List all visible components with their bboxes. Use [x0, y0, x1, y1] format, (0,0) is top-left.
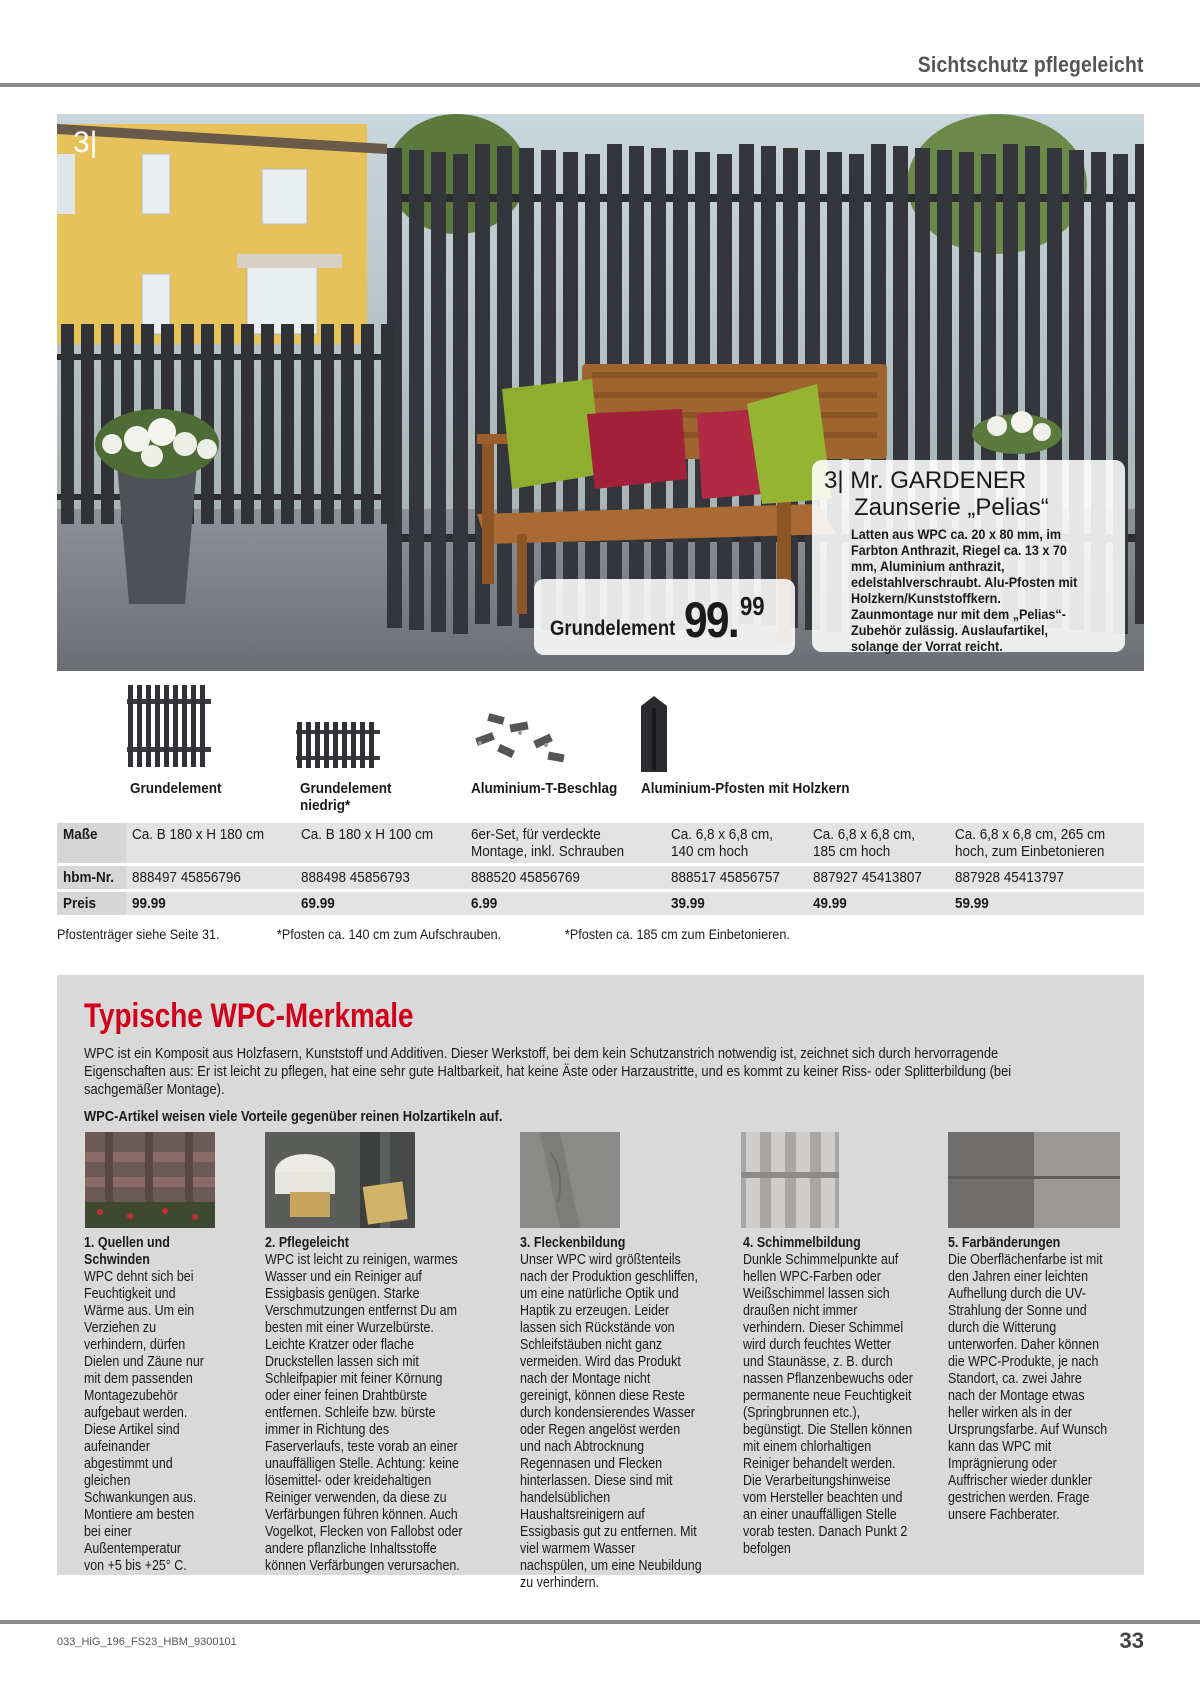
feature-image-cleaning	[265, 1132, 415, 1228]
header-divider	[0, 83, 1200, 87]
table-cell: Ca. 6,8 x 6,8 cm, 140 cm hoch	[665, 823, 807, 863]
table-cell: 887928 45413797	[949, 866, 1144, 889]
row-label: Preis	[57, 892, 126, 915]
product-description: Latten aus WPC ca. 20 x 80 mm, im Farbton Anthrazit, Riegel ca. 13 x 70 mm, Aluminium anthrazit, edelstahlverschraubt. Alu-Pfosten mit Holzkern/Kunststoffkern. Zaunmontage nur mit dem „Pelias“-Zubehör zulässig. Auslaufartikel, solange der Vorrat reicht.	[851, 526, 1078, 654]
wpc-intro: WPC ist ein Komposit aus Holzfasern, Kunststoff und Additiven. Dieser Werkstoff, bei dem kein Schutzanstrich notwendig ist, zeichnet sich durch hervorragende Eigenschaften aus: Er ist leicht zu pflegen, hat eine sehr gute Haltbarkeit, hat keine Äste oder Harzaustritte, und es kommt zu keiner Riss- oder Splitterbildung (bei sachgemäßer Montage).	[84, 1045, 1012, 1098]
feature-text: WPC ist leicht zu reinigen, warmes Wasser und ein Reiniger auf Essigbasis genügen. Starke Verschmutzungen entfernst Du am besten mit einer Wurzelbürste. Leichte Kratzer oder flache Druckstellen lassen sich mit Schleifpapier mit feiner Körnung oder einer feinen Drahtbürste entfernen. Schleife bzw. bürste immer in Richtung des Faserverlaufs, teste vorab an einer unauffälligen Stelle. Achtung: keine lösemittel- oder kreidehaltigen Reiniger verwenden, da diese zu Verfärbungen führen können. Auch Vogelkot, Flecken von Fallobst oder andere pflanzliche Inhaltsstoffe können Verfärbungen verursachen.	[265, 1252, 463, 1574]
table-cell: 888498 45856793	[295, 866, 465, 889]
feature-easy-care	[265, 1235, 503, 1575]
feature-text: WPC dehnt sich bei Feuchtigkeit und Wärme aus. Um ein Verziehen zu verhindern, dürfen Dielen und Zäune nur mit dem passenden Montagezubehör aufgebaut werden. Diese Artikel sind aufeinander abgestimmt und gleichen Schwankungen aus. Montiere am besten bei einer Außentemperatur von +5 bis +25° C.	[84, 1269, 204, 1574]
feature-image-mold	[741, 1132, 839, 1228]
product-name: Aluminium-T-Beschlag	[471, 780, 618, 797]
table-cell: 888517 45856757	[665, 866, 807, 889]
feature-title: 1. Quellen und Schwinden	[84, 1235, 170, 1268]
table-cell: Ca. 6,8 x 6,8 cm, 265 cm hoch, zum Einbetonieren	[949, 823, 1144, 863]
footnote: Pfostenträger siehe Seite 31.	[57, 926, 220, 942]
feature-title: 4. Schimmelbildung	[743, 1235, 861, 1251]
product-spec-table	[57, 820, 1144, 918]
print-code: 033_HiG_196_FS23_HBM_9300101	[57, 1636, 237, 1648]
page-number: 33	[1119, 1628, 1144, 1653]
table-cell: 99.99	[126, 892, 296, 915]
table-cell: 888497 45856796	[126, 866, 296, 889]
table-cell: Ca. 6,8 x 6,8 cm, 185 cm hoch	[807, 823, 949, 863]
feature-swelling	[84, 1235, 224, 1575]
table-cell: 69.99	[295, 892, 465, 915]
page-title: Sichtschutz pflegeleicht	[918, 52, 1144, 77]
footnote: *Pfosten ca. 185 cm zum Einbetonieren.	[565, 926, 790, 942]
table-cell: 887927 45413807	[807, 866, 949, 889]
table-cell: 49.99	[807, 892, 949, 915]
footer-divider	[0, 1620, 1200, 1624]
feature-stains	[520, 1235, 732, 1592]
feature-image-color-change	[948, 1132, 1120, 1228]
table-cell: Ca. B 180 x H 100 cm	[295, 823, 465, 863]
table-cell: Ca. B 180 x H 180 cm	[126, 823, 296, 863]
feature-mold	[743, 1235, 943, 1558]
product-name: Grundelement niedrig*	[300, 780, 392, 814]
table-row-hbm	[57, 866, 1144, 889]
product-brand: 3| Mr. GARDENER	[824, 467, 1027, 494]
feature-color-change	[948, 1235, 1138, 1524]
wpc-info-panel	[57, 975, 1144, 1591]
product-series: Zaunserie „Pelias“	[854, 494, 1049, 521]
row-label: hbm-Nr.	[57, 866, 126, 889]
wpc-title: Typische WPC-Merkmale	[84, 997, 414, 1035]
product-name: Grundelement	[130, 780, 222, 797]
product-names	[57, 780, 1144, 820]
feature-title: 2. Pflegeleicht	[265, 1235, 349, 1251]
table-cell: 6.99	[465, 892, 665, 915]
feature-image-swelling	[85, 1132, 215, 1228]
feature-image-stains	[520, 1132, 620, 1228]
feature-text: Dunkle Schimmelpunkte auf hellen WPC-Farben oder Weißschimmel lassen sich draußen nicht immer verhindern. Dieser Schimmel wird durch feuchtes Wetter und Staunässe, z. B. durch nassen Pflanzenbewuchs oder permanente neue Feuchtigkeit (Springbrunnen etc.), begünstigt. Die Stellen können mit einem chlorhaltigen Reiniger behandelt werden. Die Verarbeitungshinweise vom Hersteller beachten und an einer unauffälligen Stelle vorab testen. Danach Punkt 2 befolgen	[743, 1252, 913, 1557]
t-bracket-icon	[470, 713, 574, 767]
hero-item-number: 3|	[73, 126, 98, 159]
row-label: Maße	[57, 823, 126, 863]
footnote: *Pfosten ca. 140 cm zum Aufschrauben.	[277, 926, 502, 942]
feature-text: Unser WPC wird größtenteils nach der Produktion geschliffen, um eine natürliche Optik und Haptik zu erzeugen. Leider lassen sich Rückstände von Schleifstäuben nicht ganz vermeiden. Wird das Produkt nach der Montage nicht gereinigt, können diese Reste durch kondensierendes Wasser oder Regen angelöst werden und nach Abtrocknung Regennasen und Flecken hinterlassen. Diese sind mit handelsüblichen Haushaltsreinigern auf Essigbasis gut zu entfernen. Mit viel warmem Wasser nachspülen, um eine Neubildung zu verhindern.	[520, 1252, 702, 1591]
table-cell: 59.99	[949, 892, 1144, 915]
product-info-box	[812, 460, 1125, 652]
wpc-lead: WPC-Artikel weisen viele Vorteile gegenüber reinen Holzartikeln auf.	[84, 1108, 503, 1125]
product-name: Aluminium-Pfosten mit Holzkern	[641, 780, 850, 797]
price-label: Grundelement	[550, 617, 676, 640]
price-badge	[534, 579, 795, 655]
feature-text: Die Oberflächenfarbe ist mit den Jahren einer leichten Aufhellung durch die UV-Strahlung der Sonne und durch die Witterung unterworfen. Daher können die WPC-Produkte, je nach Standort, ca. zwei Jahre nach der Montage etwas heller wirken als in der Ursprungsfarbe. Auf Wunsch kann das WPC mit Imprägnierung oder Auffrischer wieder dunkler gestrichen werden. Frage unsere Fachberater.	[948, 1252, 1108, 1523]
price-cents: 99	[740, 591, 765, 621]
table-cell: 39.99	[665, 892, 807, 915]
hero-photo	[57, 114, 1144, 671]
table-row-masse	[57, 823, 1144, 863]
price-main: 99.	[684, 592, 738, 648]
fence-element-low-icon	[296, 722, 380, 768]
table-cell: 888520 45856769	[465, 866, 665, 889]
feature-title: 5. Farbänderungen	[948, 1235, 1061, 1251]
fence-element-icon	[127, 685, 211, 767]
aluminium-post-icon	[641, 696, 667, 772]
table-cell: 6er-Set, für verdeckte Montage, inkl. Schrauben	[465, 823, 665, 863]
table-row-preis	[57, 892, 1144, 915]
feature-title: 3. Fleckenbildung	[520, 1235, 626, 1251]
